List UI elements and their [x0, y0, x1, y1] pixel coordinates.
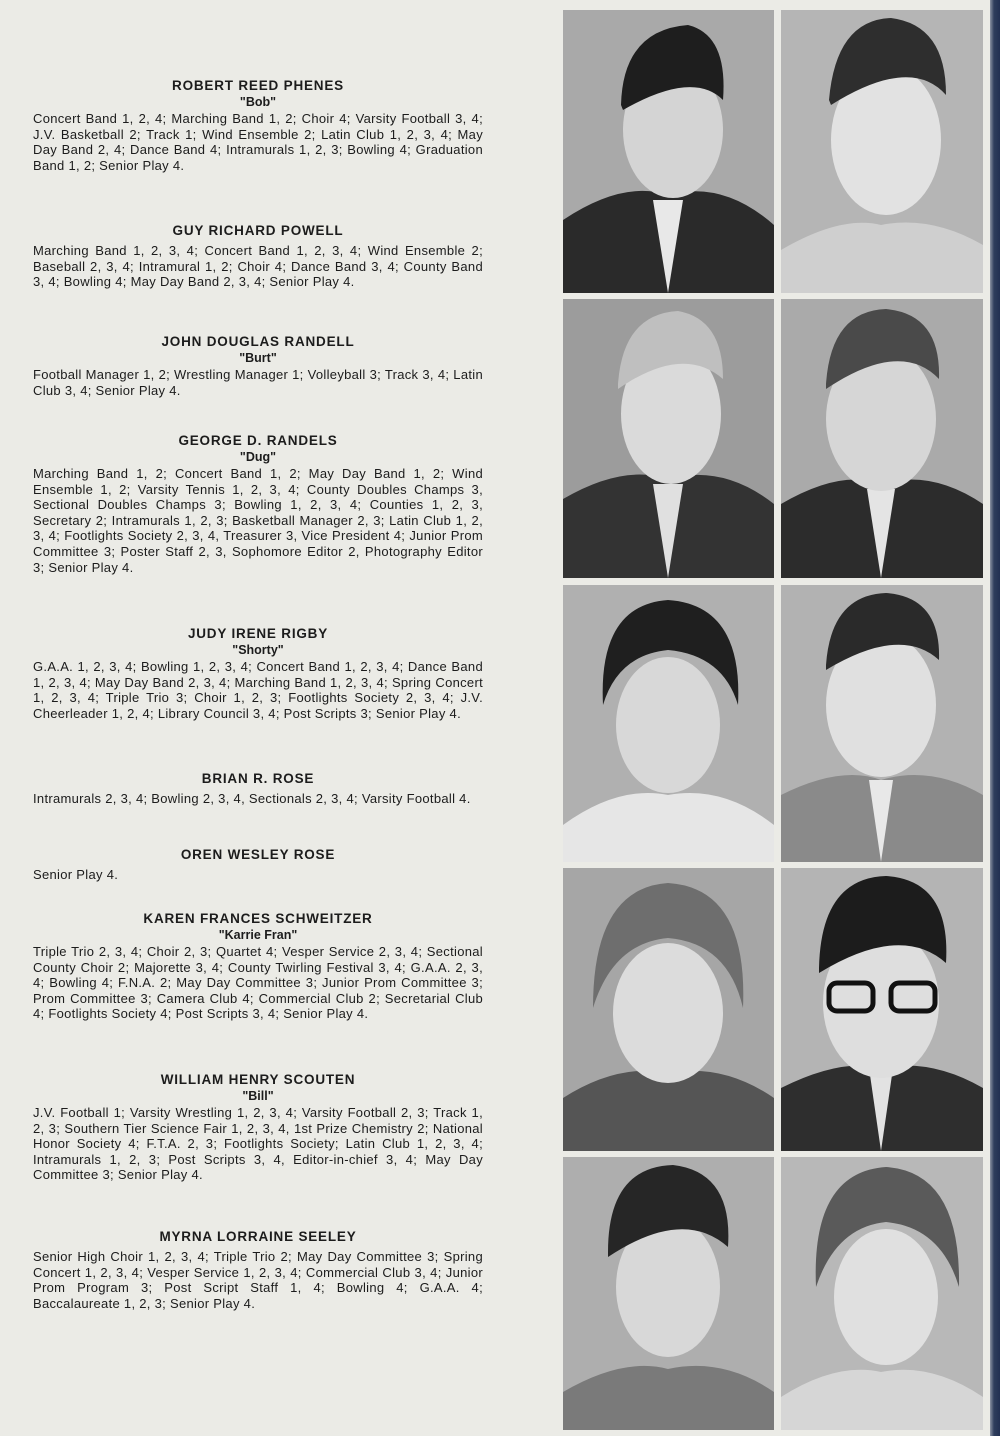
portrait-grid: [563, 10, 983, 1430]
senior-name: MYRNA LORRAINE SEELEY: [159, 1229, 357, 1244]
senior-name: WILLIAM HENRY SCOUTEN: [160, 1072, 356, 1087]
senior-nickname: "Karrie Fran": [218, 928, 298, 942]
senior-name: OREN WESLEY ROSE: [180, 847, 336, 862]
senior-name: KAREN FRANCES SCHWEITZER: [143, 911, 373, 926]
senior-activities: J.V. Football 1; Varsity Wrestling 1, 2, 3, 4; Varsity Football 2, 3; Track 1, 2, 3; Southern Tier Science Fair 1, 2, 3, 4, 1st Prize Chemistry 2; National Honor Society 4; F.T.A. 2, 3; Footlights Society; Latin Club 1, 2, 3, 4; Intramurals 1, 2, 3; Post Scripts 3, 4, Editor-in-chief 3, 4; May Day Committee 3; Senior Play 4.: [33, 1105, 483, 1183]
senior-activities: Senior High Choir 1, 2, 3, 4; Triple Trio 2; May Day Committee 3; Spring Concert 1, 2, 3, 4; Vesper Service 1, 2, 3, 4; Commercial Club 3, 4; Junior Prom Program 3; Post Script Staff 1, 4; Bowling 4; G.A.A. 4; Baccalaureate 1, 2, 3; Senior Play 4.: [33, 1249, 483, 1311]
senior-activities: G.A.A. 1, 2, 3, 4; Bowling 1, 2, 3, 4; Concert Band 1, 2, 3, 4; Dance Band 1, 2, 3, 4; May Day Band 2, 3, 4; Marching Band 1, 2, 3, 4; Spring Concert 1, 2, 3, 4; Triple Trio 3; Choir 1, 2, 3; Footlights Society 2, 3, 4; J.V. Cheerleader 1, 2, 4; Library Council 3, 4; Post Scripts 3; Senior Play 4.: [33, 659, 483, 721]
senior-name: JUDY IRENE RIGBY: [187, 626, 329, 641]
senior-name: JOHN DOUGLAS RANDELL: [161, 334, 355, 349]
senior-activities: Triple Trio 2, 3, 4; Choir 2, 3; Quartet 4; Vesper Service 2, 3, 4; Sectional County Choir 2; Majorette 3, 4; County Twirling Festival 3, 4; G.A.A. 2, 3, 4; Bowling 4; F.N.A. 2; May Day Committee 3; Junior Prom Committee 3; Prom Committee 3; Camera Club 4; Commercial Club 2; Secretarial Club 4; Footlights Society 4; Post Scripts 3, 4; Senior Play 4.: [33, 944, 483, 1022]
senior-entry: [33, 223, 483, 290]
senior-entry: [33, 1072, 483, 1183]
senior-nickname: "Dug": [239, 450, 277, 464]
portrait-photo: [781, 299, 983, 578]
portrait-photo: [781, 585, 983, 862]
senior-activities: Intramurals 2, 3, 4; Bowling 2, 3, 4, Sectionals 2, 3, 4; Varsity Football 4.: [33, 791, 471, 806]
binding-edge: [990, 0, 1000, 1436]
senior-nickname: "Bob": [239, 95, 277, 109]
senior-entry: [33, 771, 483, 807]
senior-name: ROBERT REED PHENES: [172, 78, 344, 93]
senior-activities: Marching Band 1, 2; Concert Band 1, 2; May Day Band 1, 2; Wind Ensemble 1, 2; Varsity Tennis 1, 2, 3, 4; County Doubles Champs 3, Sectional Doubles Champs 3; Bowling 1, 2, 3, 4; Counties 1, 2, 3, Secretary 2; Intramurals 1, 2, 3; Basketball Manager 2, 3; Latin Club 1, 2, 3, 4; Footlights Society 2, 3, 4, Treasurer 3, Vice President 4; Junior Prom Committee 3; Poster Staff 2, 3, Sophomore Editor 2, Photography Editor 3; Senior Play 4.: [33, 466, 483, 575]
senior-activities: Senior Play 4.: [33, 867, 119, 882]
senior-entry: [33, 433, 483, 575]
portrait-photo: [563, 868, 774, 1151]
portrait-photo: [563, 1157, 774, 1430]
portrait-photo: [563, 10, 774, 293]
portrait-photo: [781, 868, 983, 1151]
portrait-photo: [563, 585, 774, 862]
senior-nickname: "Burt": [239, 351, 277, 365]
senior-name: GUY RICHARD POWELL: [172, 223, 344, 238]
senior-entry: [33, 626, 483, 721]
portrait-photo: [563, 299, 774, 578]
senior-nickname: "Bill": [242, 1089, 274, 1103]
portrait-photo: [781, 10, 983, 293]
senior-name: GEORGE D. RANDELS: [178, 433, 338, 448]
senior-nickname: "Shorty": [232, 643, 284, 657]
senior-entry: [33, 78, 483, 173]
portrait-photo: [781, 1157, 983, 1430]
senior-activities: Concert Band 1, 2, 4; Marching Band 1, 2; Choir 4; Varsity Football 3, 4; J.V. Basketball 2; Track 1; Wind Ensemble 2; Latin Club 1, 2, 3, 4; May Day Band 2, 4; Dance Band 4; Intramurals 1, 2, 3; Bowling 4; Graduation Band 1, 2; Senior Play 4.: [33, 111, 483, 173]
senior-activities: Marching Band 1, 2, 3, 4; Concert Band 1, 2, 3, 4; Wind Ensemble 2; Baseball 2, 3, 4; Intramural 1, 2; Choir 4; Dance Band 3, 4; County Band 3, 4; Bowling 4; May Day Band 2, 3, 4; Senior Play 4.: [33, 243, 483, 290]
senior-entry: [33, 847, 483, 883]
senior-activities: Football Manager 1, 2; Wrestling Manager 1; Volleyball 3; Track 3, 4; Latin Club 3, 4; Senior Play 4.: [33, 367, 483, 398]
senior-entry: [33, 911, 483, 1022]
senior-entry: [33, 1229, 483, 1311]
senior-entry: [33, 334, 483, 398]
senior-name: BRIAN R. ROSE: [201, 771, 315, 786]
